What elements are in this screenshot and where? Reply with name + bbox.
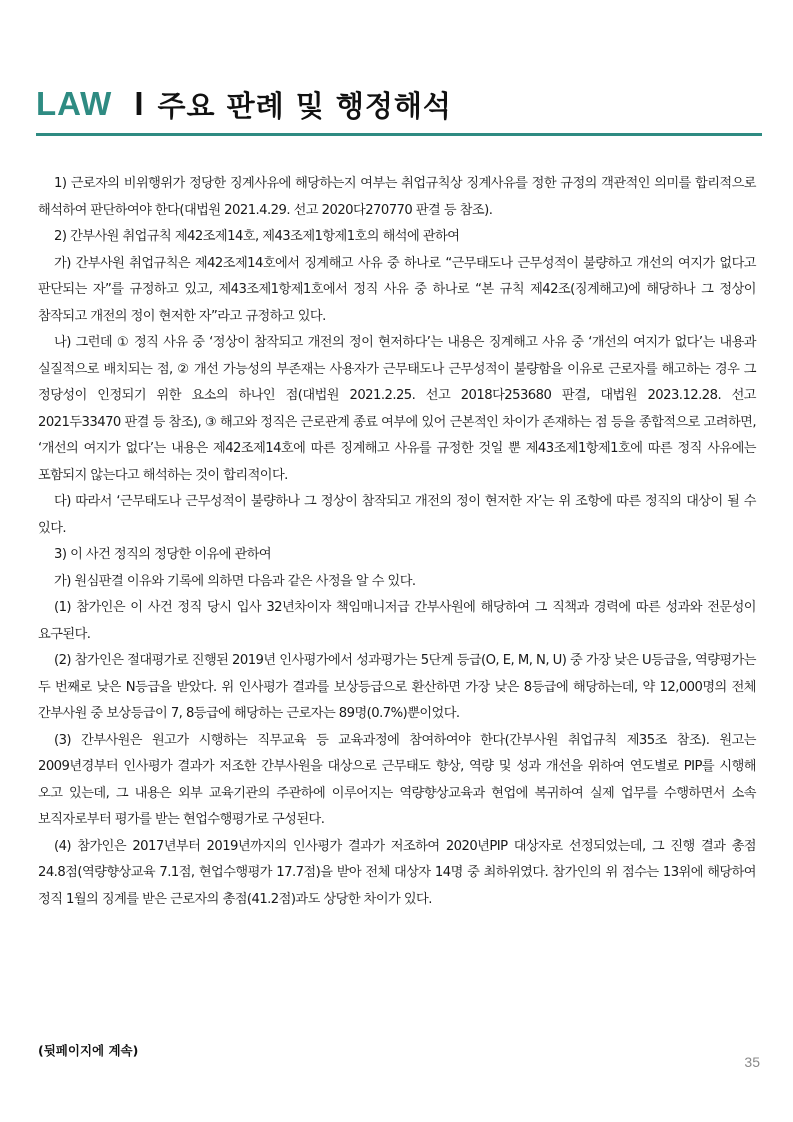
- paragraph-1: 1) 근로자의 비위행위가 정당한 징계사유에 해당하는지 여부는 취업규칙상 징계사유를 정한 규정의 객관적인 의미를 합리적으로 해석하여 판단하여야 한다(대법원 2021.4.29. 선고 2020다270770 판결 등 참조).: [38, 176, 756, 218]
- paragraph-11: (4) 참가인은 2017년부터 2019년까지의 인사평가 결과가 저조하여 2020년PIP 대상자로 선정되었는데, 그 진행 결과 총점 24.8점(역량향상교육 7.1점, 현업수행평가 17.7점)을 받아 전체 대상자 14명 중 최하위였다. 참가인의 위 점수는 13위에 해당하여 정직 1월의 징계를 받은 근로자의 총점(41.2점)과도 상당한 차이가 있다.: [38, 838, 756, 907]
- document-body: [38, 171, 756, 913]
- header-rule: [36, 133, 762, 136]
- paragraph-6: 3) 이 사건 정직의 정당한 이유에 관하여: [54, 547, 272, 562]
- section-brand: LAW: [36, 85, 113, 122]
- paragraph-5: 다) 따라서 ‘근무태도나 근무성적이 불량하나 그 정상이 참작되고 개전의 정이 현저한 자’는 위 조항에 따른 정직의 대상이 될 수 있다.: [38, 494, 756, 536]
- page-title: 주요 판례 및 행정해석: [157, 88, 452, 123]
- paragraph-3: 가) 간부사원 취업규칙은 제42조제14호에서 징계해고 사유 중 하나로 “근무태도나 근무성적이 불량하고 개선의 여지가 없다고 판단되는 자”를 규정하고 있고, 제43조제1항제1호에서 정직 사유 중 하나로 “본 규칙 제42조(징계해고)에 해당하나 그 정상이 참작되고 개전의 정이 현저한 자”라고 규정하고 있다.: [38, 255, 756, 324]
- paragraph-9: (2) 참가인은 절대평가로 진행된 2019년 인사평가에서 성과평가는 5단계 등급(O, E, M, N, U) 중 가장 낮은 U등급을, 역량평가는 두 번째로 낮은 N등급을 받았다. 위 인사평가 결과를 보상등급으로 환산하면 가장 낮은 8등급에 해당하는데, 약 12,000명의 전체 간부사원 중 보상등급이 7, 8등급에 해당하는 근로자는 89명(0.7%)뿐이었다.: [38, 653, 756, 721]
- paragraph-2: 2) 간부사원 취업규칙 제42조제14호, 제43조제1항제1호의 해석에 관하여: [54, 229, 460, 244]
- continue-note: (뒷페이지에 계속): [38, 1043, 139, 1058]
- page-number: 35: [744, 1054, 760, 1070]
- paragraph-4: 나) 그런데 ① 정직 사유 중 ‘정상이 참작되고 개전의 정이 현저하다’는 내용은 징계해고 사유 중 ‘개선의 여지가 없다’는 내용과 실질적으로 배치되는 점, ② 개선 가능성의 부존재는 사용자가 근무태도나 근무성적이 불량함을 이유로 근로자를 해고하는 경우 그 정당성이 인정되기 위한 요소의 하나인 점(대법원 2021.2.25. 선고 2018다253680 판결, 대법원 2023.12.28. 선고 2021두33470 판결 등 참조), ③ 해고와 정직은 근로관계 종료 여부에 있어 근본적인 차이가 존재하는 점 등을 종합적으로 고려하면, ‘개선의 여지가 없다’는 내용은 제42조제14호에 따른 징계해고 사유를 규정한 것일 뿐 제43조제1항제1호에 따른 정직 사유에는 포함되지 않는다고 해석하는 것이 합리적이다.: [38, 335, 756, 483]
- header-separator: I: [134, 85, 144, 122]
- paragraph-10: (3) 간부사원은 원고가 시행하는 직무교육 등 교육과정에 참여하여야 한다(간부사원 취업규칙 제35조 참조). 원고는 2009년경부터 인사평가 결과가 저조한 간부사원을 대상으로 근무태도 향상, 역량 및 성과 개선을 위하여 연도별로 PIP를 시행해 오고 있는데, 그 내용은 외부 교육기관의 주관하에 이루어지는 역량향상교육과 현업에 복귀하여 실제 업무를 수행하면서 소속 보직자로부터 평가를 받는 현업수행평가로 구성된다.: [38, 732, 756, 827]
- page-header: [36, 84, 762, 124]
- paragraph-7: 가) 원심판결 이유와 기록에 의하면 다음과 같은 사정을 알 수 있다.: [54, 573, 416, 589]
- paragraph-8: (1) 참가인은 이 사건 정직 당시 입사 32년차이자 책임매니저급 간부사원에 해당하여 그 직책과 경력에 따른 성과와 전문성이 요구된다.: [38, 600, 756, 642]
